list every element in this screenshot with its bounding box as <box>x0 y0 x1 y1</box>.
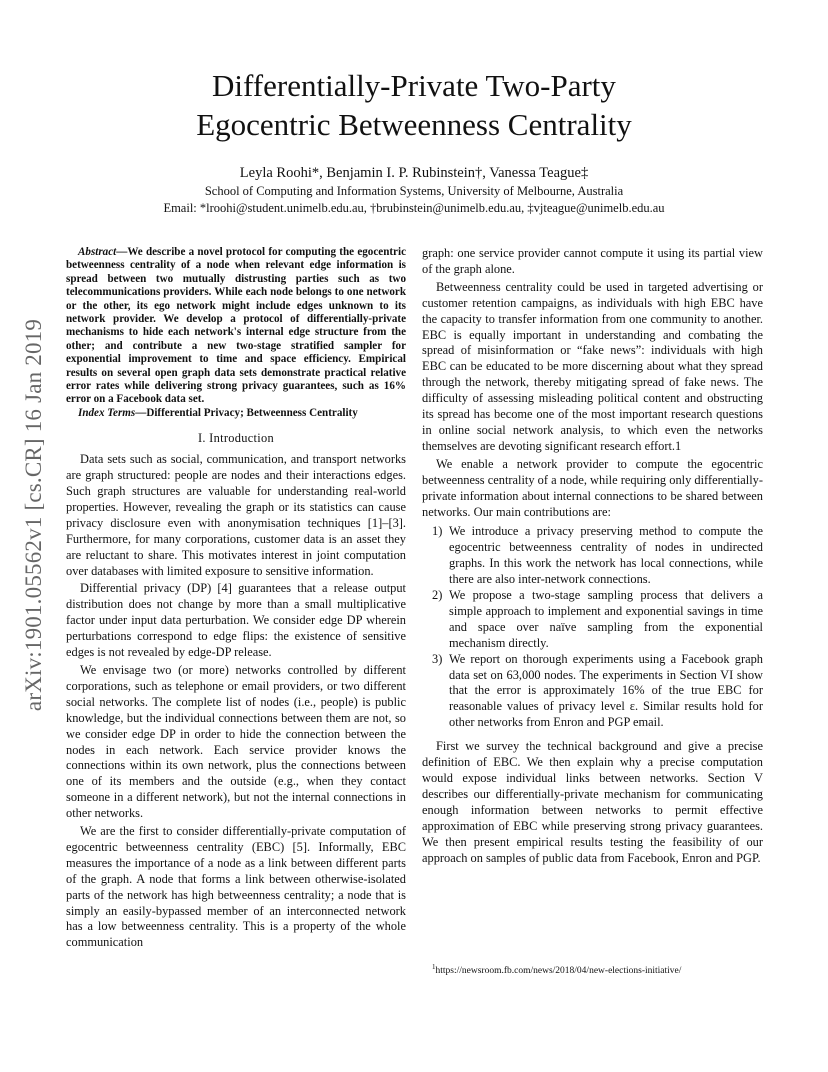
index-terms-label: Index Terms <box>78 406 136 419</box>
footnote <box>432 961 681 977</box>
contribution-item <box>422 588 763 652</box>
index-terms-text: —Differential Privacy; Betweenness Centrality <box>135 406 358 419</box>
list-number: 1) <box>432 524 443 539</box>
index-terms <box>66 407 406 420</box>
list-number: 3) <box>432 651 443 666</box>
arxiv-identifier-text: arXiv:1901.05562v1 [cs.CR] 16 Jan 2019 <box>21 318 46 712</box>
intro-paragraph-2: Differential privacy (DP) [4] guarantees that a release output distribution does not change by more than a small multiplicative factor under input data perturbation. We consider edge DP wherein perturbations correspond to edge flips: the existence of sensitive edges is not revealed by edge-DP release. <box>66 581 406 660</box>
intro-paragraph-8: First we survey the technical background and give a precise definition of EBC. We then explain why a precise computation would expose individual links between networks. Section V describes our differentially-private mechanism for communicating enough information between networks to permit effective approximation of EBC while preserving strong privacy guarantees. We then present empirical results testing the feasibility of our approach on samples of public data from Facebook, Enron and PGP. <box>422 739 763 865</box>
left-column <box>66 246 406 951</box>
list-text: We propose a two-stage sampling process that delivers a simple approach to implement and exponential savings in time and space over naïve sampling from the exponential mechanism directly. <box>449 588 763 650</box>
footnote-mark: 1 <box>432 963 436 971</box>
affiliation: School of Computing and Information Systems, University of Melbourne, Australia <box>204 184 624 198</box>
arxiv-identifier <box>14 270 54 760</box>
intro-paragraph-7: We enable a network provider to compute the egocentric betweenness centrality of a node, while requiring only differentially-private information about internal connections to be shared between networks. Our main contributions are: <box>422 456 763 519</box>
section-heading: I. Introduction <box>197 431 275 446</box>
abstract-text: —We describe a novel protocol for computing the egocentric betweenness centrality of a node when relevant edge information is spread between two mutually distrusting parties such as two telecommunications providers. While each node belongs to one network or the other, its ego network might include edges unknown to its network provider. We develop a protocol of differentially-private mechanisms to hide each network's internal edge structure from the other; and contribute a new two-stage stratified sampler for exponential improvement to time and space efficiency. Empirical results on several open graph data sets demonstrate practical relative error rates while delivering strong privacy guarantees, such as 16% error on a Facebook data set. <box>66 246 406 406</box>
right-column <box>422 246 763 866</box>
intro-paragraph-5: graph: one service provider cannot compute it using its partial view of the graph alone. <box>422 246 763 276</box>
intro-paragraph-3: We envisage two (or more) networks controlled by different corporations, such as telephone or email providers, or two different social networks. The complete list of nodes (i.e., people) is public knowledge, but the individual connections between them are not, so we consider edge DP in order to hide the connection between the nodes in each network. Each service provider knows the connections within its own network, plus the connections between one of its members and the outside (e.g., when they contact someone in a different network), but not the internal connections in other networks. <box>66 662 406 821</box>
abstract <box>66 246 406 407</box>
contributions-list <box>422 524 763 731</box>
intro-paragraph-1: Data sets such as social, communication, and transport networks are graph structured: people are nodes and their interactions edges. Such graph structures are valuable for understanding real-world properties. However, revealing the graph or its statistics can cause privacy disclosure even with anonymisation techniques [1]–[3]. Furthermore, for many corporations, customer data is an asset they are reluctant to share. This motivates interest in joint computation over databases with limited exposure to sensitive information. <box>66 452 406 578</box>
title-line-1: Differentially-Private Two-Party <box>212 68 616 103</box>
list-text: We report on thorough experiments using a Facebook graph data set on 63,000 nodes. The experiments in Section VI show that the error is approximately 16% of the true EBC for reasonable values of privacy level ε. Similar results hold for other networks from Enron and PGP email. <box>449 651 763 730</box>
contribution-item <box>422 652 763 732</box>
intro-paragraph-4: We are the first to consider differentially-private computation of egocentric betweenness centrality (EBC) [5]. Informally, EBC measures the importance of a node as a link between different parts of the graph. A node that forms a link between otherwise-isolated parts of the network has high betweenness centrality; a node that is simply an easily-bypassed member of an interconnected network has a low betweenness centrality. This is a property of the whole communication <box>66 824 406 950</box>
title-line-2: Egocentric Betweenness Centrality <box>196 107 632 142</box>
footnote-link[interactable]: https://newsroom.fb.com/news/2018/04/new-elections-initiative/ <box>435 966 682 977</box>
list-text: We introduce a privacy preserving method to compute the egocentric betweenness centrality of nodes in undirected graphs. In this work the network has local connections, while there are also inter-network connections. <box>449 524 763 587</box>
author-emails: Email: *lroohi@student.unimelb.edu.au, †brubinstein@unimelb.edu.au, ‡vjteague@unimelb.edu.au <box>163 201 665 215</box>
abstract-label: Abstract <box>78 246 117 258</box>
author-list: Leyla Roohi*, Benjamin I. P. Rubinstein†, Vanessa Teague‡ <box>239 165 589 181</box>
list-number: 2) <box>432 588 443 603</box>
intro-paragraph-6: Betweenness centrality could be used in targeted advertising or customer retention campaigns, as individuals with high EBC have the capacity to transfer information from one community to another. EBC is equally important in understanding and combating the spread of misinformation or “fake news”: individuals with high EBC can be educated to be more discerning about what they spread through the network, thereby mitigating spread of fake news. The difficulty of assessing misleading political content and obstructing its spread has become one of the most important research questions in online social network analysis, to which even the networks themselves are devoting significant research effort.1 <box>422 279 763 453</box>
paper-title <box>0 66 828 144</box>
contribution-item <box>422 524 763 588</box>
